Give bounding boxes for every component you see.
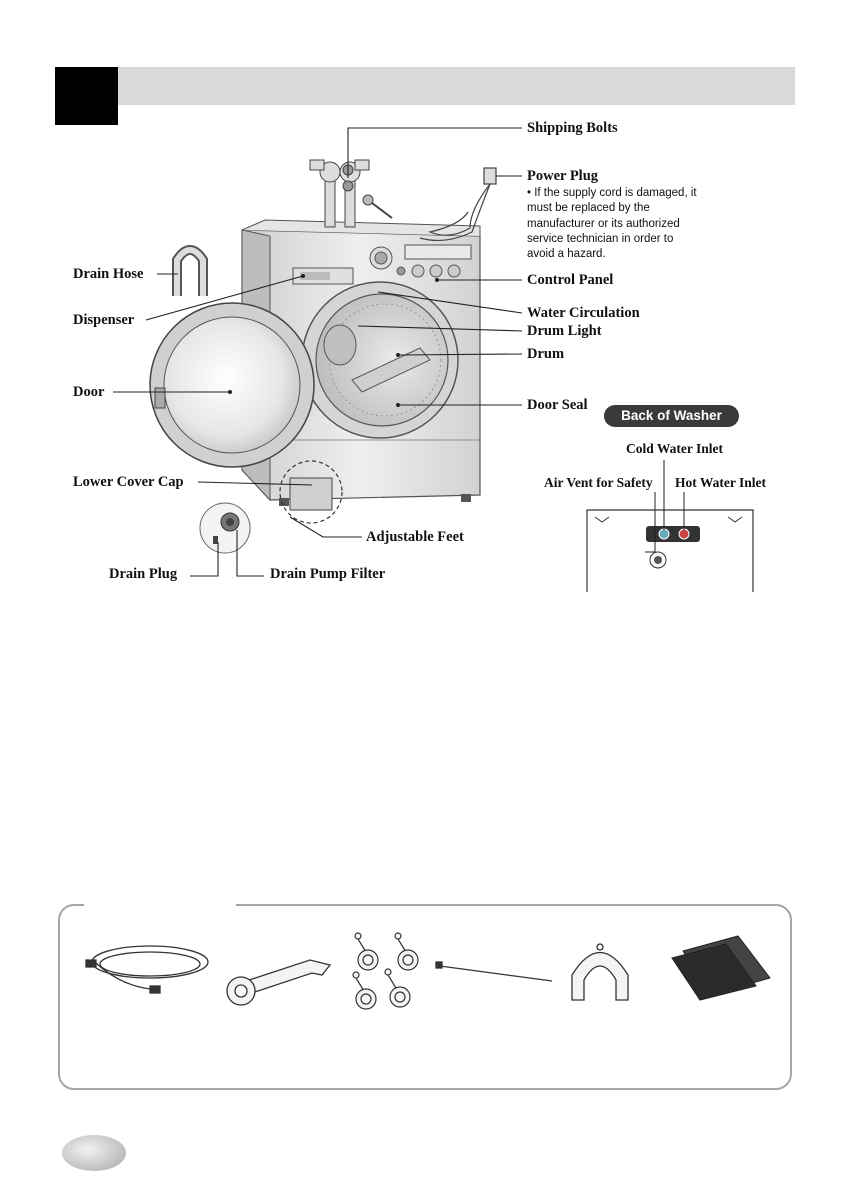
inlet-hoses-icon <box>86 946 208 993</box>
label-cold-water-inlet: Cold Water Inlet <box>626 441 724 456</box>
label-dispenser: Dispenser <box>73 312 135 328</box>
label-drain-pump-filter: Drain Pump Filter <box>270 566 386 582</box>
tie-wrap-icon <box>436 962 552 981</box>
bolt-caps-icon <box>353 933 418 1009</box>
label-door: Door <box>73 384 105 400</box>
label-air-vent: Air Vent for Safety <box>544 475 653 490</box>
elbow-bracket-icon <box>572 944 628 1000</box>
label-drum-light: Drum Light <box>527 323 602 339</box>
label-control-panel: Control Panel <box>527 272 614 288</box>
label-door-seal: Door Seal <box>527 397 588 413</box>
label-power-plug: Power Plug <box>527 168 599 184</box>
label-adjustable-feet: Adjustable Feet <box>366 529 464 545</box>
power-plug-note: • If the supply cord is damaged, it must be replaced by the manufacturer or its authorized service technician in order to avoid a hazard. <box>527 187 697 261</box>
label-hot-water-inlet: Hot Water Inlet <box>675 475 766 490</box>
wrench-icon <box>227 960 330 1005</box>
label-drum: Drum <box>527 346 565 362</box>
page-number-badge <box>62 1135 126 1171</box>
anti-slip-sheets-icon <box>672 936 770 1000</box>
back-of-washer-badge: Back of Washer <box>604 405 739 427</box>
label-lower-cover-cap: Lower Cover Cap <box>73 474 184 490</box>
label-drain-hose: Drain Hose <box>73 266 144 282</box>
label-water-circulation: Water Circulation <box>527 305 640 321</box>
label-shipping-bolts: Shipping Bolts <box>527 120 618 136</box>
label-drain-plug: Drain Plug <box>109 566 178 582</box>
